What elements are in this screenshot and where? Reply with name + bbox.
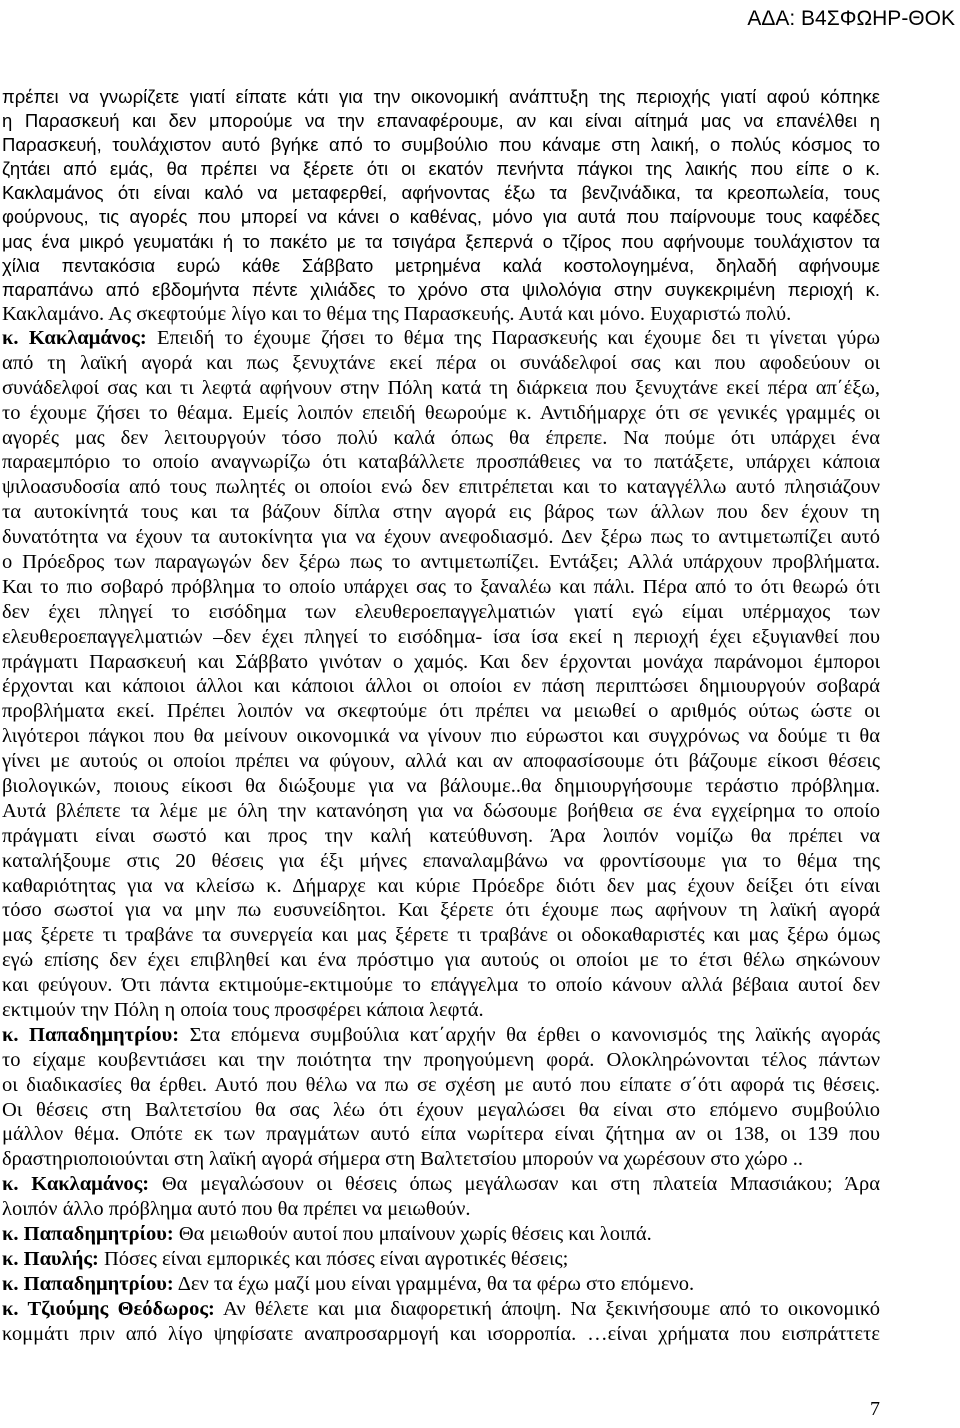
line-text: Αν θέλετε και μια διαφορετική άποψη. Να ξεκινήσουμε από το οικονομικό [223, 1297, 880, 1320]
paragraph [2, 1247, 880, 1272]
text-line: βιολογικών, ποιους είκοσι θα διώξουμε για να βάλουμε..θα δημιουργήσουμε τεράστιο πρόβλημα. [2, 774, 880, 797]
speaker-name: κ. Κακλαμάνος: [2, 326, 147, 349]
text-line: η Παρασκευή και δεν μπορούμε να την επαναφέρουμε, αν και είναι αίτημά μας να επανέλθει η [2, 110, 880, 132]
paragraph [2, 1172, 880, 1222]
text-line: το έχουμε ζήσει το θέαμα. Εμείς λοιπόν επειδή θεωρούμε κ. Αντιδήμαρχε ότι σε γενικές γραμμές οι [2, 401, 880, 424]
text-line: τα αυτοκίνητά τους και τα βάζουν δίπλα στην αγορά εις βάρος των άλλων που δεν έχουν τη [2, 501, 880, 524]
speaker-name: κ. Παπαδημητρίου: [2, 1223, 174, 1245]
text-line: πράγματι Παρασκευή και Σάββατο γινόταν ο χαμός. Και δεν έρχονται μονάχα παράνομοι έμποροι [2, 650, 880, 673]
text-line: καταλήξουμε στις 20 θέσεις για έξι μήνες επαναλαμβάνω να φροντίσουμε για το θέμα της [2, 849, 880, 872]
document-body [2, 85, 880, 1346]
text-line: φούρνους, τις αγορές που μπορεί να κάνει ο καθένας, μόνο για αυτά που παίρνουμε τους καφέδες [2, 206, 880, 228]
text-line: εκτιμούν την Πόλη η οποία τους προσφέρει κάποια λεφτά. [2, 998, 484, 1021]
text-line: Και το πιο σοβαρό πρόβλημα το οποίο υπάρχει σας το ξαναλέω και πάλι. Πέρα από το ότι θεωρώ ότι [2, 575, 880, 598]
text-line: δεν έχει πληγεί το εισόδημα των ελευθεροεπαγγελματιών γιατί εγώ είμαι υπέρμαχος των [2, 600, 880, 623]
paragraph [2, 1272, 880, 1297]
text-line [2, 1272, 880, 1297]
text-line [2, 1222, 880, 1247]
text-line: εγώ επίσης δεν έχει επιβληθεί και ένα πρόστιμο για αυτούς οι οποίοι με το έτσι θέλω σηκώνουν [2, 949, 880, 972]
speaker-name: κ. Παπαδημητρίου: [2, 1023, 180, 1046]
text-line: συνάδελφοί σας και τι λεφτά αφήνουν στην Πόλη κατά τη διάρκεια που ξενυχτάνε εκεί πέρα απ΄έξω, [2, 376, 880, 399]
speaker-name: κ. Τζιούμης Θεόδωρος: [2, 1297, 215, 1320]
text-line: Αυτά βλέπετε τα λέμε με όλη την κατανόηση για να δώσουμε βοήθεια σε ένα εγχείρημα το οποίο [2, 799, 880, 822]
text-line [2, 1023, 880, 1048]
text-line: ζητάει από εμάς, θα πρέπει να ξέρετε ότι οι εκατόν πενήντα πάγκοι της λαικής που είπε ο κ. [2, 158, 880, 180]
text-line: ελευθεροεπαγγελματιών –δεν έχει πληγεί το εισόδημα- ίσα ίσα εκεί η περιοχή έχει εξυγιανθεί που [2, 625, 880, 648]
text-line: μάλλον θέμα. Οπότε εκ των πραγμάτων αυτό είπα νωρίτερα είναι ζήτημα αν οι 138, οι 139 που [2, 1123, 880, 1146]
text-line: πράγματι είναι σωστό και προς την καλή κατεύθυνση. Άρα λοιπόν νομίζω θα πρέπει να [2, 824, 880, 847]
text-line: αγορές μας δεν λειτουργούν τόσο πολύ καλά όπως θα έπρεπε. Να πούμε ότι υπάρχει ένα [2, 426, 880, 449]
text-line: και φεύγουν. Ότι πάντα εκτιμούμε-εκτιμούμε το επάγγελμα το οποίο κάνουν αλλά βέβαια αυτοί δεν [2, 974, 880, 997]
text-line: Κακλαμάνο. Ας σκεφτούμε λίγο και το θέμα της Παρασκευής. Αυτά και μόνο. Ευχαριστώ πολύ. [2, 302, 792, 325]
text-line: Παρασκευή, τουλάχιστον αυτό βγήκε από το συμβούλιο που κάναμε στη λαική, ο πολύς κόσμος το [2, 134, 880, 156]
text-line [2, 1247, 880, 1272]
text-line: Οι θέσεις στη Βαλτετσίου θα σας λέω ότι έχουν μεγαλώσει θα είναι στο επόμενο συμβούλιο [2, 1098, 880, 1121]
paragraph [2, 326, 880, 1023]
text-line: δραστηριοποιούνται στη λαϊκή αγορά σήμερα στη Βαλτετσίου μπορούν να χωρέσουν στο χώρο .. [2, 1148, 804, 1171]
text-line: μας ένα μικρό γευματάκι ή το πακέτο με τα τσιγάρα ξεπερνά ο τζίρος που αφήνουμε τουλάχιστον τα [2, 230, 880, 252]
text-line: καθαριότητας για να κλείσω κ. Δήμαρχε και κύριε Πρόεδρε διότι δεν μας έχουν δείξει ότι είναι [2, 874, 880, 897]
text-line: παραεμπόριο το οποίο αναγνωρίζω ότι καταβάλλετε προσπάθειες να το πατάξετε, υπάρχει κάποια [2, 451, 880, 474]
paragraph [2, 1297, 880, 1347]
text-line: έρχονται και κάποιοι άλλοι και κάποιοι άλλοι οι οποίοι εν πάση περιπτώσει δημιουργούν σοβαρά [2, 675, 880, 698]
text-line: οι διαδικασίες θα έρθει. Αυτό που θέλω να πω σε σχέση με αυτό που είπατε σ΄ότι αφορά τις θέσεις. [2, 1073, 880, 1096]
text-line: προβλήματα εκεί. Πρέπει λοιπόν να σκεφτούμε ότι πρέπει να μειωθεί ο αριθμός ούτως ώστε οι [2, 700, 880, 723]
text-line: κομμάτι πριν από λίγο ψηφίσατε αναπροσαρμογή και ισορροπία. …είναι χρήματα που εισπράττετε [2, 1322, 880, 1345]
ada-header: ΑΔΑ: Β4ΣΦΩΗΡ-ΘΟΚ [747, 7, 955, 30]
text-line: ο Πρόεδρος των παραγωγών δεν ξέρω πως το αντιμετωπίζει. Εντάξει; Αλλά υπάρχουν προβλήματα. [2, 550, 880, 573]
line-text: Δεν τα έχω μαζί μου είναι γραμμένα, θα τα φέρω στο επόμενο. [177, 1272, 695, 1295]
text-line: παραπάνω από εβδομήντα πέντε χιλιάδες το χρόνο στα ψιλολόγια στην συγκεκριμένη περιοχή κ. [2, 278, 880, 300]
speaker-name: κ. Κακλαμάνος: [2, 1173, 150, 1196]
text-line: Κακλαμάνος ότι είναι καλό να μεταφερθεί, αφήνοντας έξω τα βενζινάδικα, τα κρεοπωλεία, τους [2, 182, 880, 204]
text-line: μας ξέρετε τι τραβάνε τα συνεργεία και μας ξέρετε τι τραβάνε οι οδοκαθαριστές και μας ξέρω όμως [2, 924, 880, 947]
text-line: ψιλοασυδοσία από τους πωλητές οι οποίοι ενώ δεν επιτρέπεται και το καταγγέλλω αυτό πλησιάζουν [2, 476, 880, 499]
text-line: πρέπει να γνωρίζετε γιατί είπατε κάτι για την οικονομική ανάπτυξη της περιοχής γιατί αφού κόπηκε [2, 86, 880, 107]
text-line: από τη λαϊκή αγορά και πως ξενυχτάνε εκεί πέρα οι συνάδελφοί σας και που αφοδεύουν οι [2, 351, 880, 374]
line-text: Στα επόμενα συμβούλια κατ΄αρχήν θα έρθει ο κανονισμός της λαϊκής αγοράς [189, 1023, 880, 1046]
speaker-name: κ. Παπαδημητρίου: [2, 1272, 174, 1295]
paragraph [2, 1222, 880, 1247]
text-line: χίλια πεντακόσια ευρώ κάθε Σάββατο μετρημένα καλά κοστολογημένα, δηλαδή αφήνουμε [2, 254, 880, 276]
text-line [2, 1172, 880, 1197]
text-line: λοιπόν άλλο πρόβλημα αυτό που θα πρέπει να μειωθούν. [2, 1198, 471, 1221]
page-number: 7 [870, 1398, 880, 1420]
line-text: Πόσες είναι εμπορικές και πόσες είναι αγροτικές θέσεις; [103, 1247, 569, 1270]
text-line: το είχαμε κουβεντιάσει και την ποιότητα την προηγούμενη φορά. Ολοκληρώνονται τέλος πάντων [2, 1048, 880, 1071]
paragraph [2, 85, 880, 326]
line-text: Επειδή το έχουμε ζήσει το θέμα της Παρασκευής και έχουμε δει τι γίνεται γύρω [156, 326, 880, 349]
text-line: λιγότεροι πάγκοι που θα μείνουν οικονομικά να γίνουν πιο εύρωστοι και συγχρόνως να δούμε τι θα [2, 725, 880, 748]
text-line: δυνατότητα να έχουν τα αυτοκίνητα για να έχουν ανεφοδιασμό. Δεν ξέρω πως το αντιμετωπίζει αυτό [2, 526, 880, 549]
text-line [2, 1297, 880, 1322]
text-line: γίνει με αυτούς οι οποίοι πρέπει να φύγουν, αλλά και αν αποφασίσουμε ότι βάζουμε είκοσι θέσεις [2, 750, 880, 773]
line-text: Θα μειωθούν αυτοί που μπαίνουν χωρίς θέσεις και λοιπά. [178, 1223, 652, 1245]
line-text: Θα μεγαλώσουν οι θέσεις όπως μεγάλωσαν και στη πλατεία Μπασιάκου; Άρα [161, 1173, 880, 1196]
text-line [2, 326, 880, 351]
text-line: τόσο σωστοί για να μην πω ευσυνείδητοι. Και ξέρετε ότι έχουμε πως αφήνουν τη λαϊκή αγορά [2, 899, 880, 922]
speaker-name: κ. Παυλής: [2, 1247, 99, 1270]
paragraph [2, 1023, 880, 1172]
